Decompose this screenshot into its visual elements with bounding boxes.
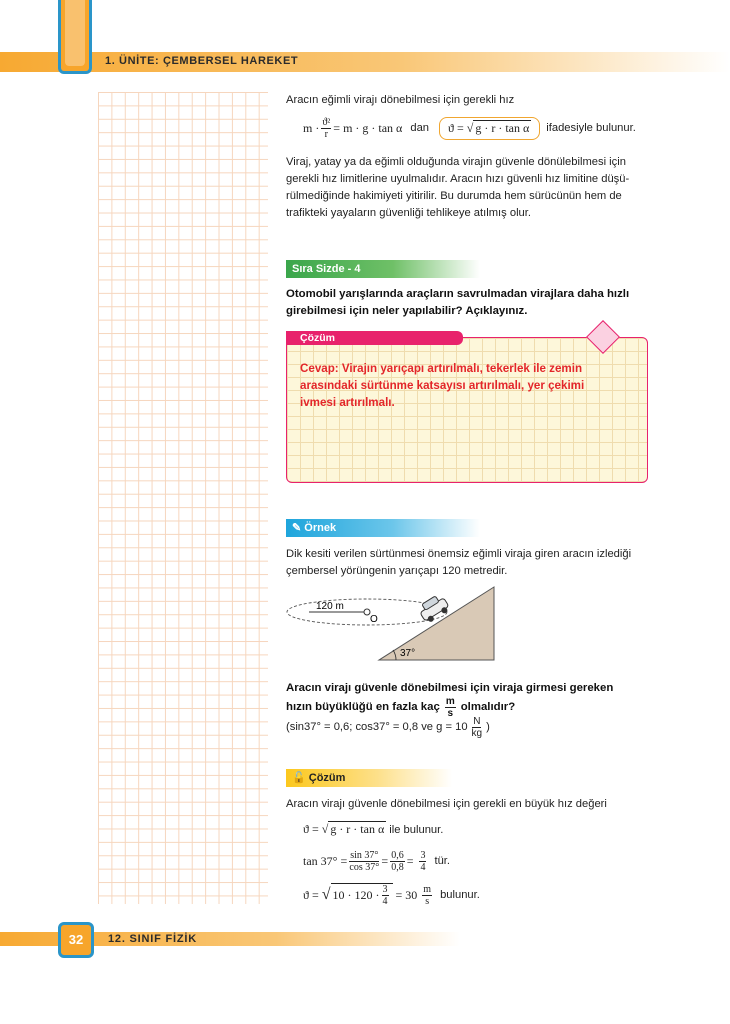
header-tab-decoration bbox=[58, 0, 92, 74]
eq-m: m · bbox=[303, 120, 320, 135]
ornek-banner: ✎ Örnek bbox=[286, 519, 480, 537]
cozum-banner: 🔓 Çözüm bbox=[286, 769, 452, 787]
eq-tail: ifadesiyle bulunur. bbox=[546, 122, 636, 134]
intro-line: Aracın eğimli virajı dönebilmesi için gerekli hız bbox=[286, 94, 515, 106]
unit-m-per-s: $\frac{m}{s}$ bbox=[445, 696, 455, 719]
eq-rhs: = m · g · tan α bbox=[333, 120, 403, 135]
formula-2: tan 37° = $\frac{\sin 37^\circ}{\cos 37^\circ}$ = $\frac{0,6}{0,8}$ = $\frac{3}{4}$ tür. bbox=[303, 849, 451, 873]
center-label: O bbox=[370, 614, 378, 625]
book-title: 12. SINIF FİZİK bbox=[108, 933, 198, 945]
banked-curve-figure bbox=[284, 584, 514, 664]
page-number: 32 bbox=[58, 922, 94, 958]
ornek-text: Dik kesiti verilen sürtünmesi önemsiz eğimli viraja giren aracın izlediği çembersel yörüngenin yarıçapı 120 metredir. bbox=[286, 548, 632, 577]
highlighted-formula: ϑ = √ g · r · tan α bbox=[439, 117, 540, 140]
eq-dan: dan bbox=[410, 122, 430, 134]
sira-sizde-question: Otomobil yarışlarında araçların savrulmadan virajlara daha hızlı girebilmesi için neler yapılabilir? Açıklayınız. bbox=[286, 288, 630, 317]
formula-1: ϑ = √ g · r · tan α ile bulunur. bbox=[303, 822, 444, 836]
notes-grid bbox=[98, 92, 268, 904]
ornek-question-line1: Aracın virajı güvenle dönebilmesi için viraja girmesi gereken bbox=[286, 682, 614, 694]
ornek-question-line2: hızın büyüklüğü en fazla kaç $\frac{m}{s}$ olmalıdır? bbox=[286, 696, 516, 719]
sira-sizde-banner: Sıra Sizde - 4 bbox=[286, 260, 480, 278]
radius-label: 120 m bbox=[316, 601, 344, 612]
angle-label: 37° bbox=[400, 648, 416, 659]
solution-label: Çözüm bbox=[286, 331, 463, 345]
eq-fraction: $\frac{\text{ϑ²}}{r}$ bbox=[322, 116, 331, 140]
given-values: (sin37° = 0,6; cos37° = 0,8 ve g = 10 $\frac{N}{kg}$ ) bbox=[286, 716, 490, 739]
speed-equation bbox=[303, 113, 636, 143]
solution-answer: Cevap: Virajın yarıçapı artırılmalı, tekerlek ile zemin arasındaki sürtünme katsayısı artırılmalı, yer çekimi ivmesi artırılmalı. bbox=[300, 362, 585, 409]
unit-n-per-kg: $\frac{N}{kg}$ bbox=[471, 716, 483, 739]
intro-paragraph: Viraj, yatay ya da eğimli olduğunda virajın güvenle dönülebilmesi için gerekli hız limitlerine uyulmalıdır. Aracın hızı güvenli hız limitine düşü-rülmediğinde hakimiyeti yitirilir. Bu durumda hem sürücünün hem de trafikteki yayaların güvenliği tehlikeye atılmış olur. bbox=[286, 156, 630, 219]
unlock-icon: 🔓 bbox=[292, 772, 306, 784]
cozum-intro: Aracın virajı güvenle dönebilmesi için gerekli en büyük hız değeri bbox=[286, 798, 607, 810]
unit-title: 1. ÜNİTE: ÇEMBERSEL HAREKET bbox=[105, 55, 299, 67]
formula-3: ϑ = √ 10 · 120 · $\frac{3}{4}$ = 30 $\frac{m}{s}$ bulunur. bbox=[303, 883, 480, 907]
edit-icon: ✎ bbox=[292, 522, 302, 534]
